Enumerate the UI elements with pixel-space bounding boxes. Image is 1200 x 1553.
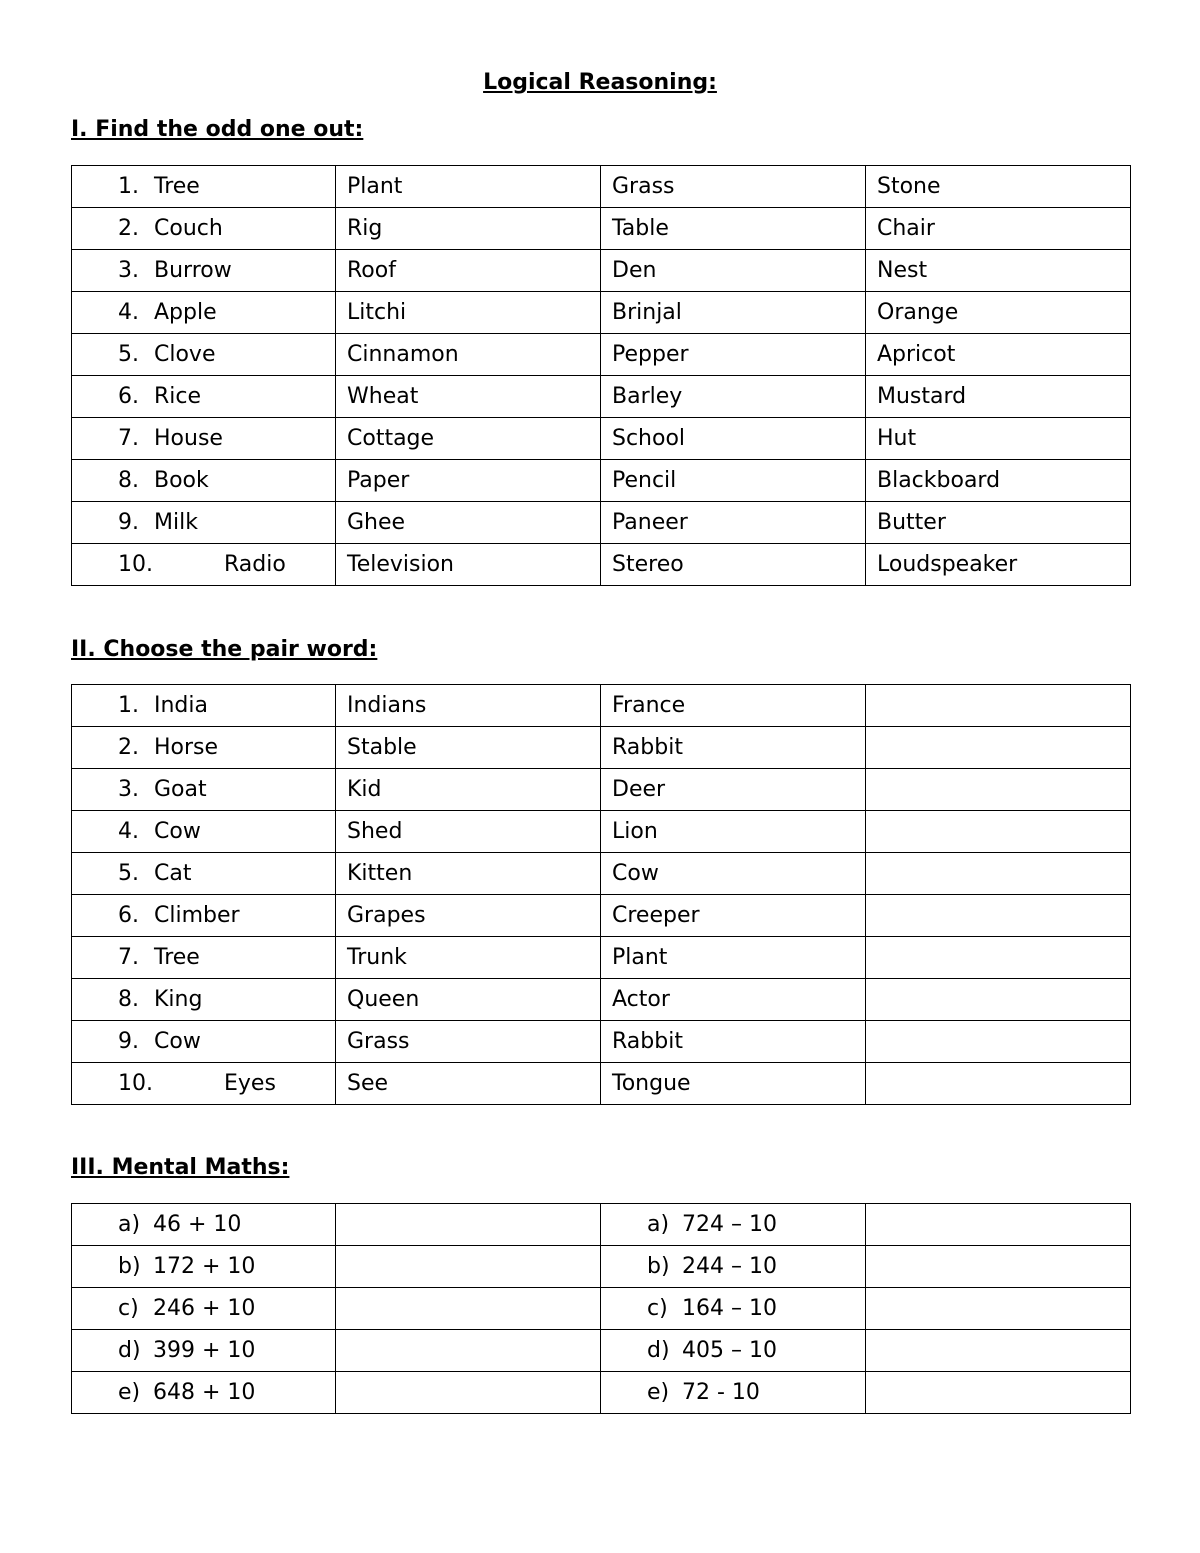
item-number: 9. bbox=[118, 510, 139, 535]
section-3-heading: III. Mental Maths: bbox=[71, 1155, 290, 1180]
answer-cell[interactable] bbox=[336, 1330, 601, 1372]
option-cell: Plant bbox=[601, 937, 866, 979]
item-word: India bbox=[154, 693, 208, 718]
answer-cell[interactable] bbox=[866, 685, 1131, 727]
option-cell: Lion bbox=[601, 811, 866, 853]
option-cell: Rig bbox=[336, 208, 601, 250]
item-word: Tree bbox=[154, 945, 200, 970]
problem-label: c) bbox=[647, 1296, 668, 1321]
option-cell: School bbox=[601, 418, 866, 460]
odd-one-out-row bbox=[72, 376, 1131, 418]
item-word: Radio bbox=[224, 552, 286, 577]
option-cell: Tongue bbox=[601, 1063, 866, 1105]
option-cell: Creeper bbox=[601, 895, 866, 937]
answer-cell[interactable] bbox=[336, 1246, 601, 1288]
option-cell: Hut bbox=[866, 418, 1131, 460]
answer-cell[interactable] bbox=[866, 1372, 1131, 1414]
problem-label: e) bbox=[647, 1380, 670, 1405]
item-cell bbox=[72, 292, 336, 334]
problem-label: c) bbox=[118, 1296, 139, 1321]
item-cell bbox=[72, 460, 336, 502]
option-cell: Trunk bbox=[336, 937, 601, 979]
item-word: Cow bbox=[154, 819, 201, 844]
item-cell bbox=[72, 208, 336, 250]
item-number: 7. bbox=[118, 945, 139, 970]
page-title: Logical Reasoning: bbox=[483, 70, 717, 95]
option-cell: Actor bbox=[601, 979, 866, 1021]
item-cell bbox=[72, 1021, 336, 1063]
answer-cell[interactable] bbox=[866, 1246, 1131, 1288]
item-number: 10. bbox=[118, 1071, 153, 1096]
problem-expression: 405 – 10 bbox=[682, 1338, 777, 1363]
option-cell: Grass bbox=[336, 1021, 601, 1063]
subtraction-problem bbox=[601, 1204, 866, 1246]
option-cell: Stable bbox=[336, 727, 601, 769]
option-cell: Loudspeaker bbox=[866, 544, 1131, 586]
item-word: Goat bbox=[154, 777, 207, 802]
addition-problem bbox=[72, 1246, 336, 1288]
subtraction-problem bbox=[601, 1288, 866, 1330]
problem-expression: 72 - 10 bbox=[682, 1380, 760, 1405]
item-cell bbox=[72, 853, 336, 895]
option-cell: Roof bbox=[336, 250, 601, 292]
item-cell bbox=[72, 376, 336, 418]
odd-one-out-row bbox=[72, 334, 1131, 376]
item-number: 5. bbox=[118, 342, 139, 367]
maths-row bbox=[72, 1288, 1131, 1330]
addition-problem bbox=[72, 1288, 336, 1330]
option-cell: Orange bbox=[866, 292, 1131, 334]
pair-word-row bbox=[72, 769, 1131, 811]
problem-label: a) bbox=[118, 1212, 141, 1237]
answer-cell[interactable] bbox=[866, 979, 1131, 1021]
answer-cell[interactable] bbox=[336, 1288, 601, 1330]
problem-label: e) bbox=[118, 1380, 141, 1405]
odd-one-out-row bbox=[72, 166, 1131, 208]
item-word: Horse bbox=[154, 735, 219, 760]
option-cell: Rabbit bbox=[601, 1021, 866, 1063]
odd-one-out-table bbox=[71, 165, 1131, 586]
answer-cell[interactable] bbox=[336, 1372, 601, 1414]
item-cell bbox=[72, 166, 336, 208]
item-number: 7. bbox=[118, 426, 139, 451]
maths-row bbox=[72, 1372, 1131, 1414]
problem-expression: 46 + 10 bbox=[153, 1212, 242, 1237]
option-cell: Nest bbox=[866, 250, 1131, 292]
problem-label: d) bbox=[647, 1338, 670, 1363]
option-cell: Plant bbox=[336, 166, 601, 208]
pair-word-row bbox=[72, 1063, 1131, 1105]
option-cell: Barley bbox=[601, 376, 866, 418]
maths-row bbox=[72, 1246, 1131, 1288]
item-word: Milk bbox=[154, 510, 198, 535]
odd-one-out-row bbox=[72, 292, 1131, 334]
option-cell: Mustard bbox=[866, 376, 1131, 418]
problem-label: d) bbox=[118, 1338, 141, 1363]
addition-problem bbox=[72, 1204, 336, 1246]
option-cell: Paper bbox=[336, 460, 601, 502]
item-number: 6. bbox=[118, 384, 139, 409]
item-word: Couch bbox=[154, 216, 223, 241]
item-cell bbox=[72, 544, 336, 586]
odd-one-out-row bbox=[72, 502, 1131, 544]
problem-expression: 164 – 10 bbox=[682, 1296, 777, 1321]
subtraction-problem bbox=[601, 1246, 866, 1288]
odd-one-out-row bbox=[72, 460, 1131, 502]
item-cell bbox=[72, 979, 336, 1021]
pair-word-row bbox=[72, 937, 1131, 979]
item-cell bbox=[72, 769, 336, 811]
answer-cell[interactable] bbox=[866, 1288, 1131, 1330]
problem-expression: 724 – 10 bbox=[682, 1212, 777, 1237]
subtraction-problem bbox=[601, 1372, 866, 1414]
option-cell: Butter bbox=[866, 502, 1131, 544]
problem-expression: 246 + 10 bbox=[153, 1296, 256, 1321]
item-word: Clove bbox=[154, 342, 216, 367]
option-cell: Den bbox=[601, 250, 866, 292]
option-cell: Kid bbox=[336, 769, 601, 811]
option-cell: Table bbox=[601, 208, 866, 250]
item-number: 3. bbox=[118, 258, 139, 283]
option-cell: Paneer bbox=[601, 502, 866, 544]
item-cell bbox=[72, 727, 336, 769]
item-cell bbox=[72, 334, 336, 376]
item-number: 4. bbox=[118, 300, 139, 325]
item-number: 1. bbox=[118, 693, 139, 718]
subtraction-problem bbox=[601, 1330, 866, 1372]
pair-word-row bbox=[72, 1021, 1131, 1063]
answer-cell[interactable] bbox=[866, 1204, 1131, 1246]
item-word: Tree bbox=[154, 174, 200, 199]
item-word: Book bbox=[154, 468, 209, 493]
option-cell: Rabbit bbox=[601, 727, 866, 769]
item-word: Eyes bbox=[224, 1071, 276, 1096]
option-cell: Queen bbox=[336, 979, 601, 1021]
pair-word-row bbox=[72, 727, 1131, 769]
item-number: 2. bbox=[118, 216, 139, 241]
option-cell: Chair bbox=[866, 208, 1131, 250]
item-word: Rice bbox=[154, 384, 202, 409]
option-cell: Wheat bbox=[336, 376, 601, 418]
addition-problem bbox=[72, 1372, 336, 1414]
answer-cell[interactable] bbox=[866, 727, 1131, 769]
item-number: 8. bbox=[118, 987, 139, 1012]
answer-cell[interactable] bbox=[866, 1330, 1131, 1372]
odd-one-out-row bbox=[72, 544, 1131, 586]
odd-one-out-row bbox=[72, 418, 1131, 460]
pair-word-row bbox=[72, 895, 1131, 937]
item-number: 3. bbox=[118, 777, 139, 802]
option-cell: Cow bbox=[601, 853, 866, 895]
item-word: Cat bbox=[154, 861, 192, 886]
item-number: 6. bbox=[118, 903, 139, 928]
option-cell: Grapes bbox=[336, 895, 601, 937]
item-number: 8. bbox=[118, 468, 139, 493]
odd-one-out-row bbox=[72, 208, 1131, 250]
option-cell: Kitten bbox=[336, 853, 601, 895]
item-word: House bbox=[154, 426, 223, 451]
option-cell: Grass bbox=[601, 166, 866, 208]
section-1-heading: I. Find the odd one out: bbox=[71, 117, 364, 142]
item-cell bbox=[72, 418, 336, 460]
pair-word-row bbox=[72, 853, 1131, 895]
option-cell: Deer bbox=[601, 769, 866, 811]
answer-cell[interactable] bbox=[866, 1021, 1131, 1063]
option-cell: Blackboard bbox=[866, 460, 1131, 502]
item-number: 2. bbox=[118, 735, 139, 760]
pair-word-row bbox=[72, 685, 1131, 727]
option-cell: Cottage bbox=[336, 418, 601, 460]
option-cell: Pencil bbox=[601, 460, 866, 502]
answer-cell[interactable] bbox=[866, 769, 1131, 811]
option-cell: Indians bbox=[336, 685, 601, 727]
item-cell bbox=[72, 250, 336, 292]
option-cell: See bbox=[336, 1063, 601, 1105]
odd-one-out-row bbox=[72, 250, 1131, 292]
problem-expression: 172 + 10 bbox=[153, 1254, 256, 1279]
option-cell: Ghee bbox=[336, 502, 601, 544]
problem-label: b) bbox=[647, 1254, 670, 1279]
item-cell bbox=[72, 685, 336, 727]
problem-expression: 399 + 10 bbox=[153, 1338, 256, 1363]
item-number: 10. bbox=[118, 552, 153, 577]
option-cell: Stereo bbox=[601, 544, 866, 586]
option-cell: Cinnamon bbox=[336, 334, 601, 376]
item-word: King bbox=[154, 987, 203, 1012]
answer-cell[interactable] bbox=[336, 1204, 601, 1246]
problem-label: b) bbox=[118, 1254, 141, 1279]
option-cell: France bbox=[601, 685, 866, 727]
item-cell bbox=[72, 895, 336, 937]
option-cell: Pepper bbox=[601, 334, 866, 376]
answer-cell[interactable] bbox=[866, 853, 1131, 895]
mental-maths-table bbox=[71, 1203, 1131, 1414]
pair-word-row bbox=[72, 979, 1131, 1021]
item-word: Climber bbox=[154, 903, 240, 928]
item-number: 5. bbox=[118, 861, 139, 886]
section-2-heading: II. Choose the pair word: bbox=[71, 637, 378, 662]
option-cell: Shed bbox=[336, 811, 601, 853]
problem-label: a) bbox=[647, 1212, 670, 1237]
item-word: Burrow bbox=[154, 258, 232, 283]
item-cell bbox=[72, 1063, 336, 1105]
problem-expression: 648 + 10 bbox=[153, 1380, 256, 1405]
answer-cell[interactable] bbox=[866, 937, 1131, 979]
item-word: Apple bbox=[154, 300, 217, 325]
option-cell: Litchi bbox=[336, 292, 601, 334]
option-cell: Brinjal bbox=[601, 292, 866, 334]
answer-cell[interactable] bbox=[866, 811, 1131, 853]
maths-row bbox=[72, 1330, 1131, 1372]
item-number: 1. bbox=[118, 174, 139, 199]
option-cell: Stone bbox=[866, 166, 1131, 208]
pair-word-row bbox=[72, 811, 1131, 853]
answer-cell[interactable] bbox=[866, 1063, 1131, 1105]
addition-problem bbox=[72, 1330, 336, 1372]
answer-cell[interactable] bbox=[866, 895, 1131, 937]
maths-row bbox=[72, 1204, 1131, 1246]
option-cell: Apricot bbox=[866, 334, 1131, 376]
item-word: Cow bbox=[154, 1029, 201, 1054]
item-number: 4. bbox=[118, 819, 139, 844]
option-cell: Television bbox=[336, 544, 601, 586]
item-cell bbox=[72, 811, 336, 853]
item-number: 9. bbox=[118, 1029, 139, 1054]
problem-expression: 244 – 10 bbox=[682, 1254, 777, 1279]
item-cell bbox=[72, 937, 336, 979]
pair-word-table bbox=[71, 684, 1131, 1105]
item-cell bbox=[72, 502, 336, 544]
